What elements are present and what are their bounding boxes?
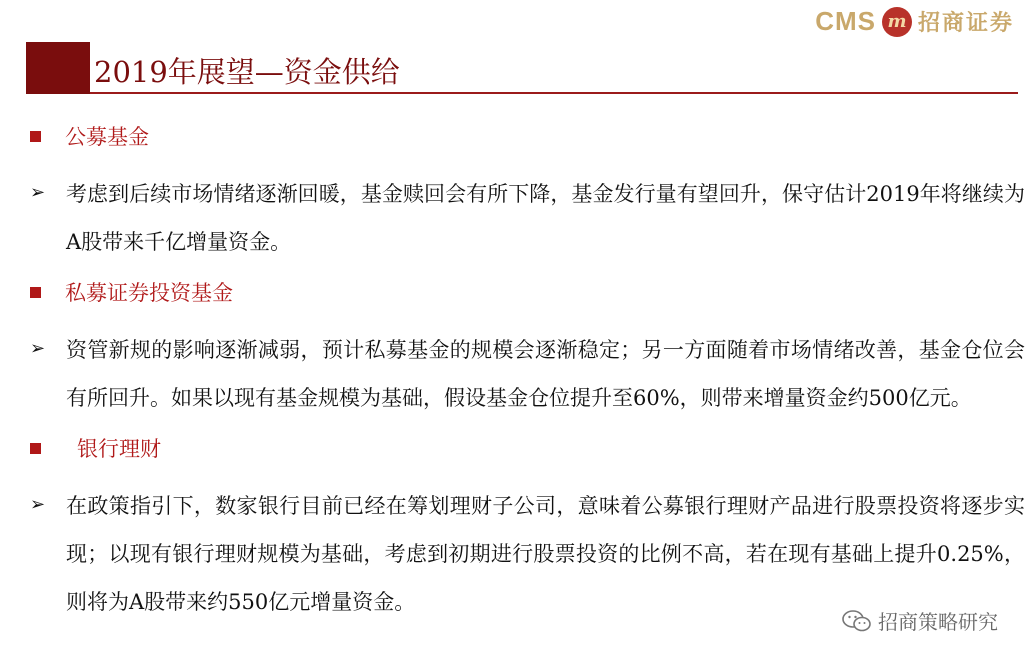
wechat-watermark: [842, 606, 998, 635]
logo-badge-icon: m: [882, 7, 912, 37]
square-bullet-icon: [30, 287, 41, 298]
square-bullet-icon: [30, 131, 41, 142]
page-title: 2019年展望—资金供给: [94, 55, 400, 89]
square-bullet-icon: [30, 443, 41, 454]
bullet-item: [30, 170, 1025, 266]
section-heading-label: 私募证券投资基金: [65, 281, 233, 305]
title-accent-block: [26, 42, 90, 94]
bullet-item: [30, 482, 1025, 626]
section-heading-label: 银行理财: [77, 437, 161, 461]
bullet-text: 资管新规的影响逐渐减弱，预计私募基金的规模会逐渐稳定；另一方面随着市场情绪改善，基金仓位会有所回升。如果以现有基金规模为基础，假设基金仓位提升至60%，则带来增量资金约500亿元。: [66, 338, 1025, 410]
section-heading-private-funds: [30, 276, 1025, 308]
company-logo: [815, 6, 1014, 37]
watermark-text: 招商策略研究: [878, 610, 998, 634]
logo-company-name: 招商证券: [917, 10, 1014, 36]
arrow-bullet-icon: ➢: [30, 182, 46, 203]
arrow-bullet-icon: ➢: [30, 494, 46, 515]
wechat-icon: [842, 610, 872, 632]
slide-content: [30, 120, 1025, 636]
bullet-text: 考虑到后续市场情绪逐渐回暖，基金赎回会有所下降，基金发行量有望回升，保守估计2019年将继续为A股带来千亿增量资金。: [66, 182, 1025, 254]
bullet-item: [30, 326, 1025, 422]
logo-brand: CMS: [815, 6, 876, 36]
title-divider: [90, 92, 1018, 94]
arrow-bullet-icon: ➢: [30, 338, 46, 359]
section-heading-public-funds: [30, 120, 1025, 152]
section-heading-bank-wealth: [30, 432, 1025, 464]
bullet-text: 在政策指引下，数家银行目前已经在筹划理财子公司，意味着公募银行理财产品进行股票投资将逐步实现；以现有银行理财规模为基础，考虑到初期进行股票投资的比例不高，若在现有基础上提升0.25%，则将为A股带来约550亿元增量资金。: [66, 494, 1025, 614]
section-heading-label: 公募基金: [65, 125, 149, 149]
